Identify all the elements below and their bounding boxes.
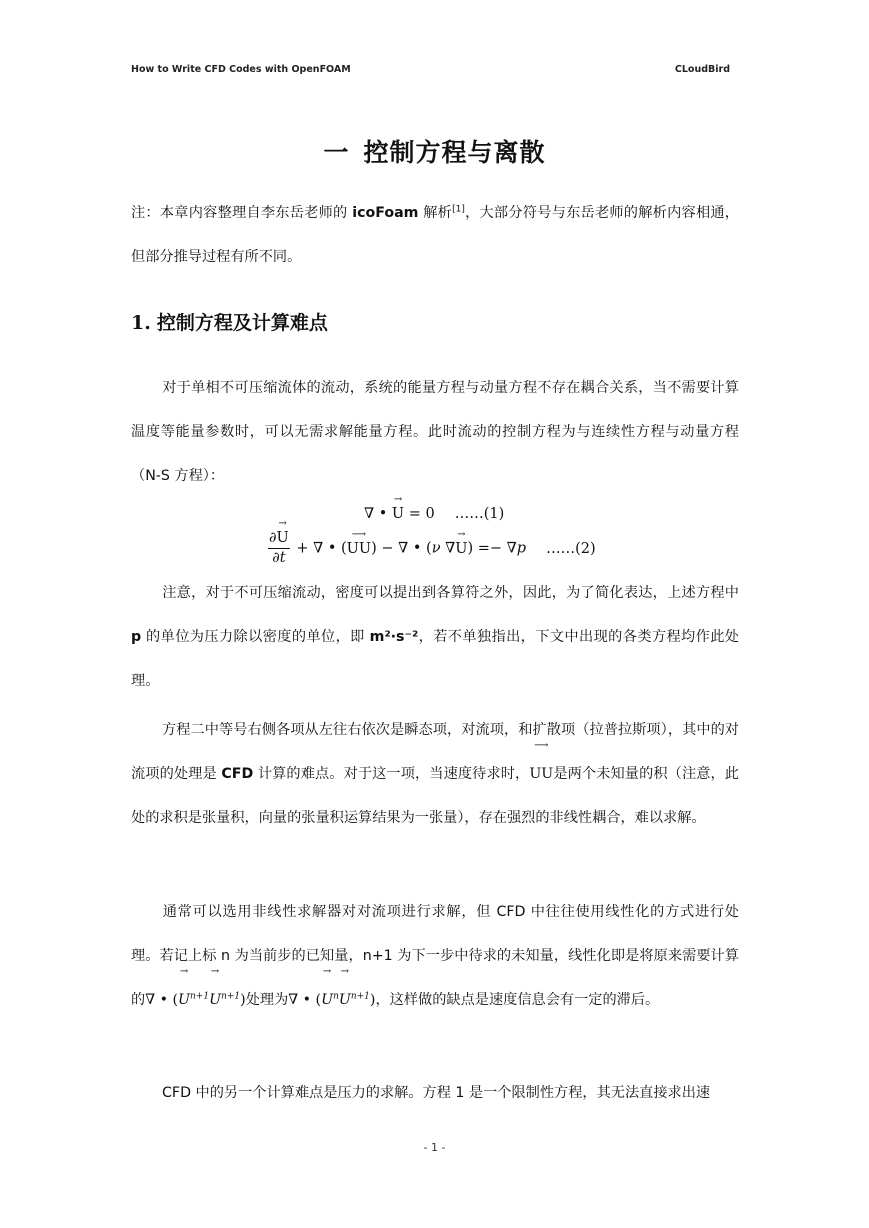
linearization-paragraph: 通常可以选用非线性求解器对对流项进行求解，但 CFD 中往往使用线性化的方式进行处理。若记上标 n 为当前步的已知量，n+1 为下一步中待求的未知量，线性化即是将原来需要计算的∇ • (→ $U^{n+1}\to U^{n+1}$)处理为∇ • (→ $U^n\to U^{n+1}$)，这样做的缺点是速度信息会有一定的滞后。	[131, 890, 739, 1022]
velocity-vector: → U	[392, 506, 404, 522]
chapter-title	[0, 133, 869, 169]
section-number: 1.	[131, 312, 151, 334]
time-derivative-fraction: $\frac{\partial\to U}{\partial t}$	[268, 530, 290, 567]
pressure-text: CFD 中的另一个计算难点是压力的求解。方程 1 是一个限制性方程，其无法直接求出速	[162, 1085, 711, 1101]
equation-2: $\frac{\partial\to U}{\partial t}$ + ∇ • (⟶ UU) − ∇ • (ν ∇→ U) =− ∇p ……(2)	[268, 530, 596, 567]
unit-label: m²·s⁻²	[369, 629, 419, 645]
chapter-title-text: 控制方程与离散	[363, 138, 546, 167]
intro-text: 对于单相不可压缩流体的流动，系统的能量方程与动量方程不存在耦合关系，当不需要计算温度等能量参数时，可以无需求解能量方程。此时流动的控制方程为与连续性方程与动量方程（N-S 方程）：	[131, 380, 739, 484]
header-title: How to Write CFD Codes with OpenFOAM	[131, 64, 351, 75]
convection-tensor: ⟶ UU	[347, 541, 371, 557]
chapter-number: 一	[323, 138, 350, 167]
header-author: CLoudBird	[674, 64, 730, 75]
note-prefix: 注：本章内容整理自李东岳老师的	[131, 205, 353, 221]
note-paragraph	[131, 191, 739, 279]
note-bold-term: icoFoam	[352, 205, 419, 221]
equation-tag: ……(2)	[546, 540, 596, 557]
section-heading	[131, 308, 328, 335]
section-title: 控制方程及计算难点	[156, 312, 328, 334]
uu-term: ⟶ UU	[529, 752, 553, 796]
equation-tag: ……(1)	[454, 506, 505, 522]
pressure-paragraph	[131, 1071, 739, 1115]
convection-paragraph: 方程二中等号右侧各项从左往右依次是瞬态项，对流项，和扩散项（拉普拉斯项），其中的对流项的处理是 CFD 计算的难点。对于这一项，当速度待求时，⟶ UU是两个未知量的积（注意，此处的求积是张量积，向量的张量积运算结果为一张量），存在强烈的非线性耦合，难以求解。	[131, 708, 739, 840]
note-suffix: ，大部分符号与东岳老师的解析内容相通，但部分推导过程有所不同。	[131, 205, 739, 265]
note-mid: 解析	[418, 205, 453, 221]
page-number: - 1 -	[423, 1141, 446, 1154]
note-pressure-paragraph: 注意，对于不可压缩流动，密度可以提出到各算符之外，因此，为了简化表达，上述方程中 p 的单位为压力除以密度的单位，即 m²·s⁻²，若不单独指出，下文中出现的各类方程均作此处理。	[131, 585, 739, 689]
reference-marker[interactable]: [1]	[452, 204, 465, 215]
equation-1: ∇ • → U = 0 ……(1)	[364, 506, 504, 522]
intro-paragraph	[131, 366, 739, 498]
